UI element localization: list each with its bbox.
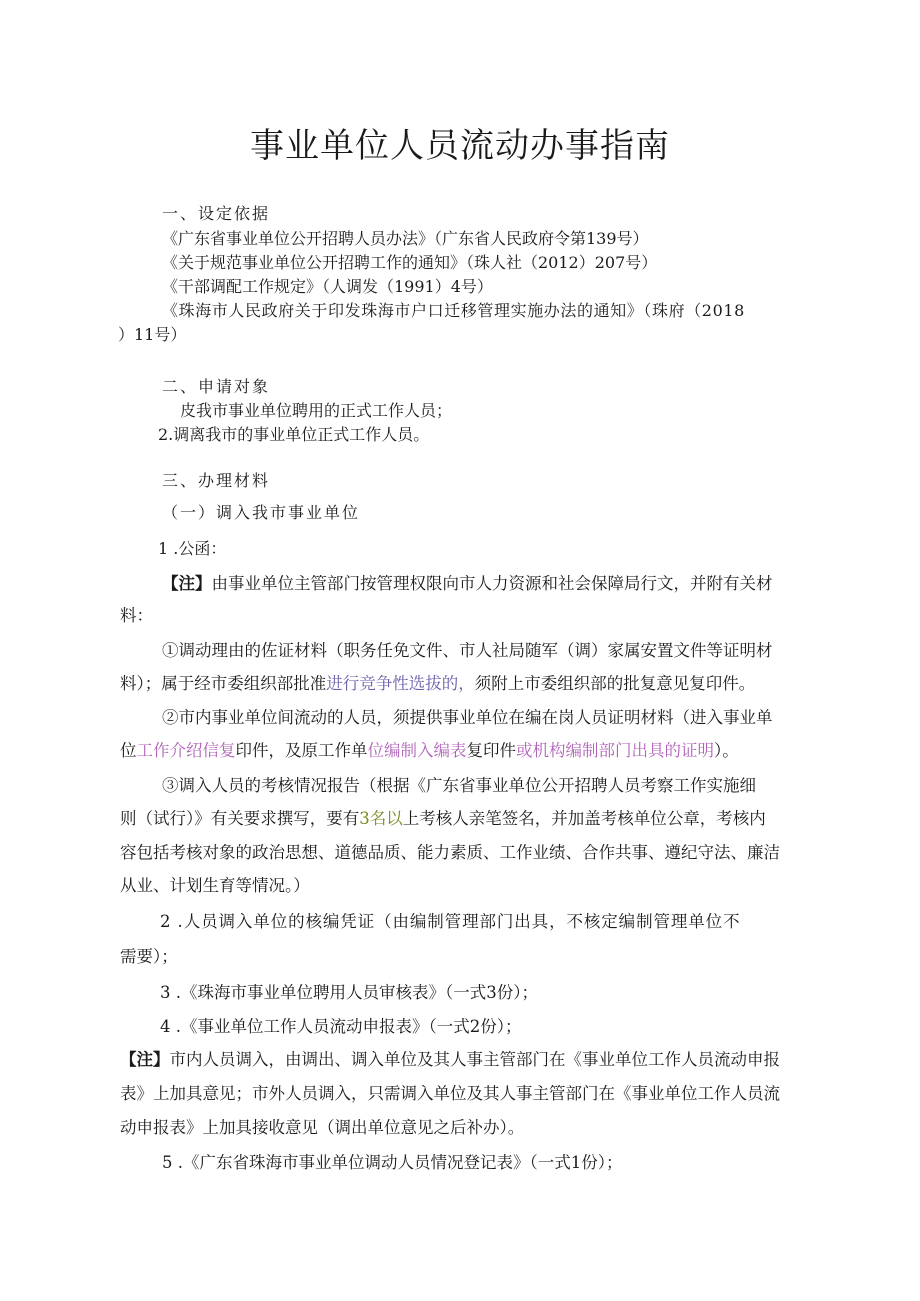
note-1-line-1: 【注】由事业单位主管部门按管理权限向市人力资源和社会保障局行文，并附有关材 [162, 574, 773, 593]
applicant-item-1: 皮我市事业单位聘用的正式工作人员； [180, 401, 453, 420]
material-item-3: 3 .《珠海市事业单位聘用人员审核表》（一式3份）； [160, 983, 538, 1002]
note-2-line-2: 表》上加具意见；市外人员调入，只需调入单位及其人事主管部门在《事业单位工作人员流 [120, 1084, 780, 1103]
basis-item-4: 《珠海市人民政府关于印发珠海市户口迁移管理实施办法的通知》（珠府（2018 [162, 301, 745, 320]
applicant-item-2: 2.调离我市的事业单位正式工作人员。 [158, 425, 430, 444]
basis-item-4-cont: ）11号） [118, 325, 187, 344]
clause-1-line-1: ①调动理由的佐证材料（职务任免文件、市人社局随军（调）家属安置文件等证明材 [162, 641, 773, 660]
basis-item-2: 《关于规范事业单位公开招聘工作的通知》（珠人社（2012）207号） [162, 253, 658, 272]
basis-item-3: 《干部调配工作规定》（人调发（1991）4号） [162, 277, 493, 296]
clause-3-line-4: 从业、计划生育等情况。） [120, 876, 310, 895]
note-2-line-1: 【注】市内人员调入，由调出、调入单位及其人事主管部门在《事业单位工作人员流动申报 [120, 1050, 780, 1069]
clause-3-line-2: 则（试行）》有关要求撰写，要有3名以上考核人亲笔签名，并加盖考核单位公章，考核内 [120, 809, 766, 828]
clause-2-line-1: ②市内事业单位间流动的人员，须提供事业单位在编在岗人员证明材料（进入事业单 [162, 708, 773, 727]
material-item-4: 4 .《事业单位工作人员流动申报表》（一式2份）； [160, 1017, 522, 1036]
material-item-5: 5 .《广东省珠海市事业单位调动人员情况登记表》（一式1份）； [162, 1153, 623, 1172]
note-1-bracket: 【注】 [162, 574, 212, 593]
clause-3-line-3: 容包括考核对象的政治思想、道德品质、能力素质、工作业绩、合作共事、遵纪守法、廉洁 [120, 843, 780, 862]
page-title: 事业单位人员流动办事指南 [250, 126, 670, 166]
material-item-2-line-1: 2 .人员调入单位的核编凭证（由编制管理部门出具，不核定编制管理单位不 [160, 912, 741, 931]
clause-2-line-2: 位工作介绍信复印件，及原工作单位编制入编表复印件或机构编制部门出具的证明）。 [120, 741, 739, 760]
material-item-1: 1 .公函： [158, 539, 227, 558]
note-1-line-2: 料： [120, 606, 153, 625]
subsection-transfer-in: （一）调入我市事业单位 [162, 503, 361, 522]
clause-3-line-1: ③调入人员的考核情况报告（根据《广东省事业单位公开招聘人员考察工作实施细 [162, 776, 756, 795]
section-heading-materials: 三、办理材料 [162, 471, 271, 490]
clause-1-line-2: 料）；属于经市委组织部批准进行竞争性选拔的，须附上市委组织部的批复意见复印件。 [120, 674, 756, 693]
basis-item-1: 《广东省事业单位公开招聘人员办法》（广东省人民政府令第139号） [162, 229, 649, 248]
note-2-bracket: 【注】 [120, 1050, 170, 1069]
material-item-2-line-2: 需要）； [120, 947, 178, 966]
section-heading-basis: 一、设定依据 [162, 204, 271, 223]
note-2-line-3: 动申报表》上加具接收意见（调出单位意见之后补办）。 [120, 1118, 525, 1137]
section-heading-applicants: 二、申请对象 [162, 377, 271, 396]
